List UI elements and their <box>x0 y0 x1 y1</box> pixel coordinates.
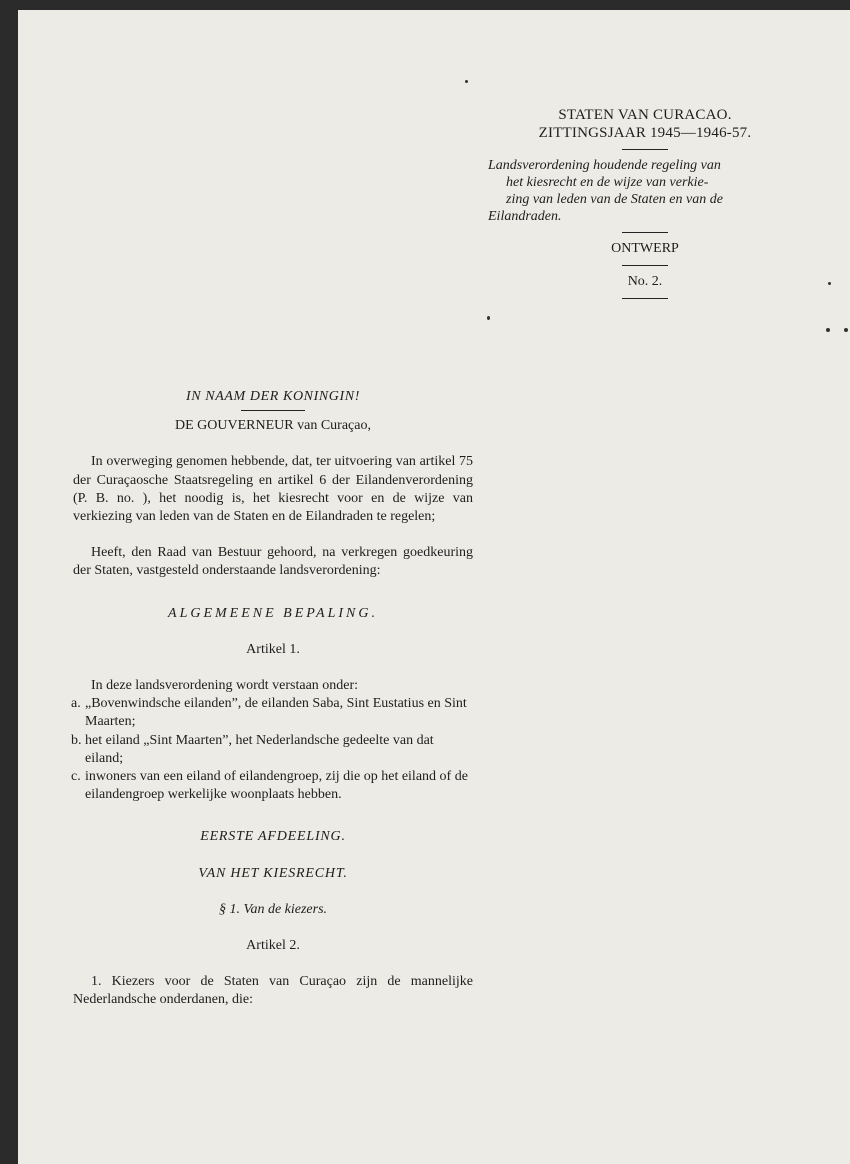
header-rule <box>622 149 668 150</box>
governor-line: DE GOUVERNEUR van Curaçao, <box>175 418 371 434</box>
subject-line: zing van leden van de Staten en van de <box>506 192 723 207</box>
enactment-paragraph: Heeft, den Raad van Bestuur gehoord, na verkregen goedkeuring der Staten, vastgesteld onderstaande landsverordening: <box>73 545 473 579</box>
header-institution: STATEN VAN CURACAO. <box>558 107 732 123</box>
header-rule <box>622 298 668 299</box>
scan-top-border <box>0 0 850 10</box>
header-rule <box>622 265 668 266</box>
list-text: het eiland „Sint Maarten”, het Nederlandsche gedeelte van dat eiland; <box>85 732 434 766</box>
article-1-heading: Artikel 1. <box>246 641 300 657</box>
scan-left-border <box>0 0 18 1164</box>
header-session: ZITTINGSJAAR 1945—1946-57. <box>538 125 752 141</box>
subject-line: Eilandraden. <box>488 209 562 224</box>
invocation-rule <box>241 410 305 411</box>
list-marker: c. <box>71 769 81 785</box>
invocation: IN NAAM DER KONINGIN! <box>186 389 360 404</box>
document-body <box>73 388 473 1010</box>
document-header <box>480 106 810 306</box>
list-item <box>73 768 473 804</box>
list-marker: a. <box>71 696 81 712</box>
list-text: „Bovenwindsche eilanden”, de eilanden Saba, Sint Eustatius en Sint Maarten; <box>85 696 467 730</box>
scan-speck <box>844 328 848 332</box>
document-page <box>18 10 850 1164</box>
list-item <box>73 695 473 731</box>
document-number: No. 2. <box>627 274 663 289</box>
part-1-title: VAN HET KIESRECHT. <box>198 865 348 881</box>
header-rule <box>622 232 668 233</box>
list-item <box>73 732 473 768</box>
article-1-intro: In deze landsverordening wordt verstaan onder: <box>91 678 359 694</box>
header-subject <box>488 157 810 225</box>
section-heading-general: ALGEMEENE BEPALING. <box>168 605 378 621</box>
article-2-text: 1. Kiezers voor de Staten van Curaçao zijn de mannelijke Nederlandsche onderdanen, die: <box>73 974 473 1008</box>
part-1-heading: EERSTE AFDEELING. <box>200 829 346 845</box>
scan-speck <box>465 80 468 83</box>
subject-line: het kiesrecht en de wijze van verkie- <box>506 175 709 190</box>
subject-line: Landsverordening houdende regeling van <box>488 158 721 173</box>
scan-speck <box>826 328 830 332</box>
scan-speck <box>487 316 490 320</box>
paragraph-1-heading: § 1. Van de kiezers. <box>218 901 328 917</box>
draft-label: ONTWERP <box>611 241 679 256</box>
scan-speck <box>828 282 831 285</box>
article-1-list <box>73 695 473 804</box>
consideration-paragraph: In overweging genomen hebbende, dat, ter uitvoering van artikel 75 der Curaçaosche Staatsregeling en artikel 6 der Eilandenverordening (P. B. no. ), het noodig is, het kiesrecht voor en de wijze van verkiezing van leden van de Staten en de Eilandraden te regelen; <box>73 454 473 525</box>
article-2-heading: Artikel 2. <box>246 938 300 954</box>
list-marker: b. <box>71 732 82 748</box>
list-text: inwoners van een eiland of eilandengroep, zij die op het eiland of de eilandengroep werkelijke woonplaats hebben. <box>85 769 468 803</box>
